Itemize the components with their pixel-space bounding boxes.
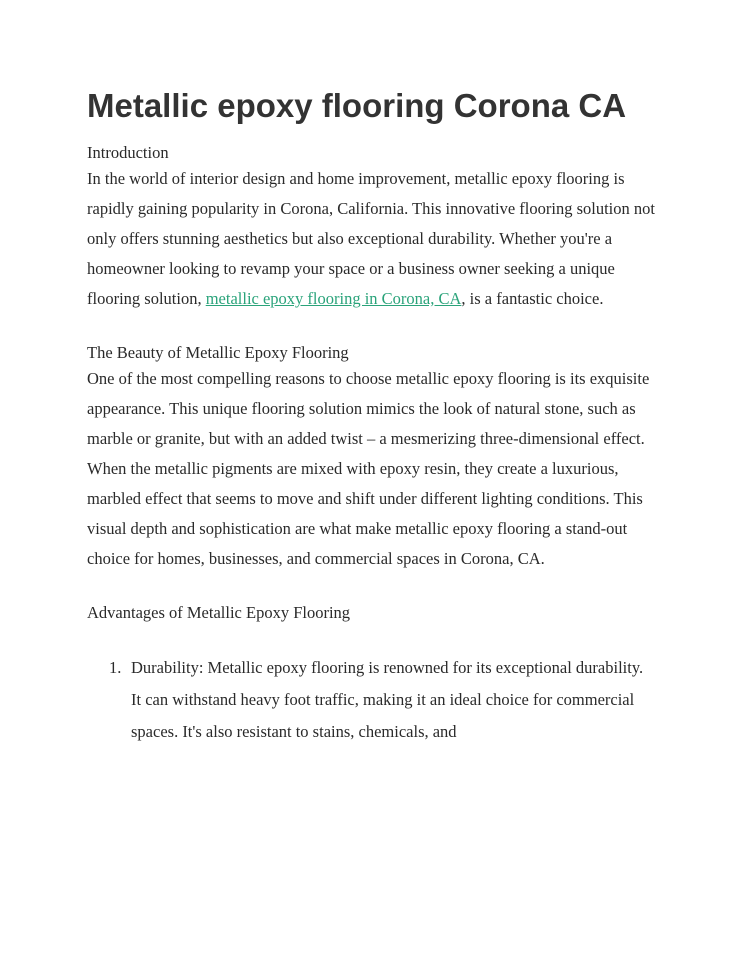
advantages-list bbox=[87, 652, 655, 748]
list-item bbox=[87, 652, 655, 748]
section-paragraph: One of the most compelling reasons to choose metallic epoxy flooring is its exquisite appearance. This unique flooring solution mimics the look of natural stone, such as marble or granite, but with an added twist – a mesmerizing three-dimensional effect. When the metallic pigments are mixed with epoxy resin, they create a luxurious, marbled effect that seems to move and shift under different lighting conditions. This visual depth and sophistication are what make metallic epoxy flooring a stand-out choice for homes, businesses, and commercial spaces in Corona, CA. bbox=[87, 369, 650, 568]
section-advantages bbox=[87, 602, 655, 748]
page-title: Metallic epoxy flooring Corona CA bbox=[87, 87, 627, 124]
section-heading: Advantages of Metallic Epoxy Flooring bbox=[87, 603, 351, 622]
section-introduction bbox=[87, 142, 655, 314]
section-beauty bbox=[87, 342, 655, 574]
paragraph-text: , is a fantastic choice. bbox=[461, 289, 604, 308]
section-paragraph bbox=[87, 164, 655, 314]
section-heading: Introduction bbox=[87, 143, 169, 162]
document-content bbox=[87, 84, 655, 748]
paragraph-text: In the world of interior design and home improvement, metallic epoxy flooring is rapidly gaining popularity in Corona, California. This innovative flooring solution not only offers stunning aesthetics but also exceptional durability. Whether you're a homeowner looking to revamp your space or a business owner seeking a unique flooring solution, bbox=[87, 169, 655, 308]
section-spacer bbox=[87, 314, 655, 342]
section-spacer bbox=[87, 574, 655, 602]
list-item-number: 1. bbox=[109, 658, 122, 677]
list-item-text: Durability: Metallic epoxy flooring is renowned for its exceptional durability. It can withstand heavy foot traffic, making it an ideal choice for commercial spaces. It's also resistant to stains, chemicals, and bbox=[131, 658, 644, 741]
section-heading: The Beauty of Metallic Epoxy Flooring bbox=[87, 343, 349, 362]
metallic-epoxy-link[interactable]: metallic epoxy flooring in Corona, CA bbox=[205, 289, 462, 308]
